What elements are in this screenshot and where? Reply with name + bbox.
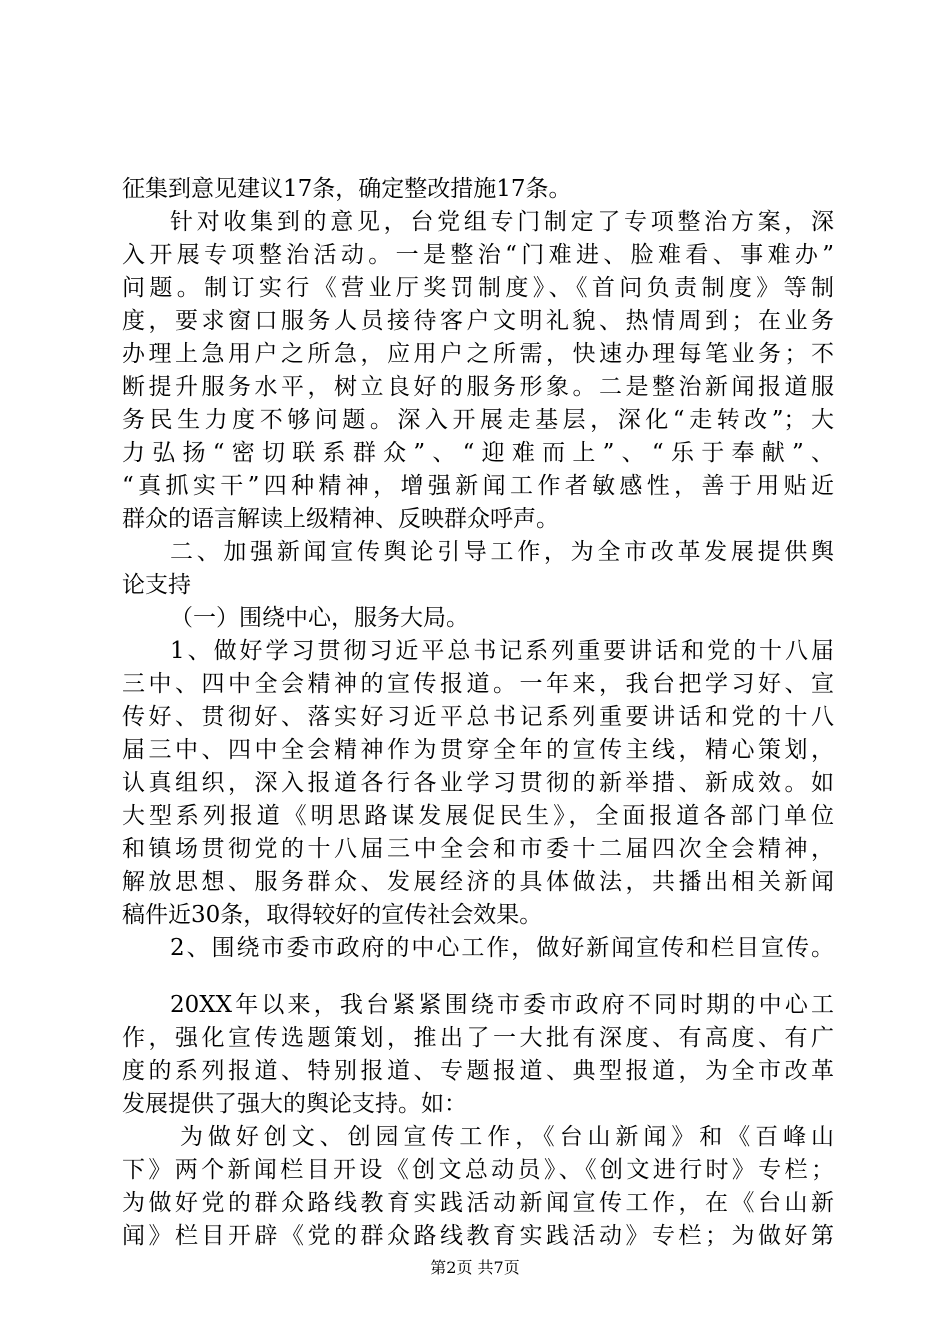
- text-line: 20XX年以来，我台紧紧围绕市委市政府不同时期的中心工: [170, 992, 834, 1018]
- text-line: 问题。制订实行《营业厅奖罚制度》、《首问负责制度》等制: [122, 275, 834, 301]
- text-line: 解放思想、服务群众、发展经济的具体做法，共播出相关新闻: [122, 869, 834, 895]
- text-line: “真抓实干”四种精神，增强新闻工作者敏感性，善于用贴近: [122, 473, 834, 499]
- text-line: 发展提供了强大的舆论支持。如：: [122, 1091, 467, 1117]
- text-line: 征集到意见建议17条，确定整改措施17条。: [122, 176, 572, 202]
- text-line: 力弘扬“密切联系群众”、“迎难而上”、“乐于奉献”、: [122, 440, 834, 466]
- text-line: 务民生力度不够问题。深入开展走基层，深化“走转改”；大: [122, 407, 834, 433]
- text-line: 为做好创文、创园宣传工作，《台山新闻》和《百峰山: [180, 1124, 834, 1150]
- text-line: 作，强化宣传选题策划，推出了一大批有深度、有高度、有广: [122, 1025, 834, 1051]
- text-line: 传好、贯彻好、落实好习近平总书记系列重要讲话和党的十八: [122, 704, 834, 730]
- text-line: 入开展专项整治活动。一是整治“门难进、脸难看、事难办”: [122, 242, 834, 268]
- text-line: 1、做好学习贯彻习近平总书记系列重要讲话和党的十八届: [170, 638, 834, 664]
- text-line: 度，要求窗口服务人员接待客户文明礼貌、热情周到；在业务: [122, 308, 834, 334]
- text-line: 针对收集到的意见，台党组专门制定了专项整治方案，深: [170, 209, 834, 235]
- text-line: 和镇场贯彻党的十八届三中全会和市委十二届四次全会精神，: [122, 836, 834, 862]
- section-heading: 论支持: [122, 572, 191, 598]
- text-line: 断提升服务水平，树立良好的服务形象。二是整治新闻报道服: [122, 374, 834, 400]
- text-line: 群众的语言解读上级精神、反映群众呼声。: [122, 506, 559, 532]
- text-line: 为做好党的群众路线教育实践活动新闻宣传工作，在《台山新: [122, 1190, 834, 1216]
- text-line: 届三中、四中全会精神作为贯穿全年的宣传主线，精心策划，: [122, 737, 834, 763]
- text-line: 度的系列报道、特别报道、专题报道、典型报道，为全市改革: [122, 1058, 834, 1084]
- text-line: 下》两个新闻栏目开设《创文总动员》、《创文进行时》专栏；: [122, 1157, 834, 1183]
- text-line: 2、围绕市委市政府的中心工作，做好新闻宣传和栏目宣传。: [170, 935, 834, 961]
- text-line: 认真组织，深入报道各行各业学习贯彻的新举措、新成效。如: [122, 770, 834, 796]
- text-line: 闻》栏目开辟《党的群众路线教育实践活动》专栏；为做好第: [122, 1223, 834, 1249]
- text-line: 办理上急用户之所急，应用户之所需，快速办理每笔业务；不: [122, 341, 834, 367]
- text-line: 稿件近30条，取得较好的宣传社会效果。: [122, 902, 543, 928]
- page-number-footer: 第2页 共7页: [430, 1258, 520, 1277]
- section-heading: 二、加强新闻宣传舆论引导工作，为全市改革发展提供舆: [170, 539, 834, 565]
- text-line: 大型系列报道《明思路谋发展促民生》，全面报道各部门单位: [122, 803, 834, 829]
- subsection-heading: （一）围绕中心，服务大局。: [170, 605, 469, 631]
- text-line: 三中、四中全会精神的宣传报道。一年来，我台把学习好、宣: [122, 671, 834, 697]
